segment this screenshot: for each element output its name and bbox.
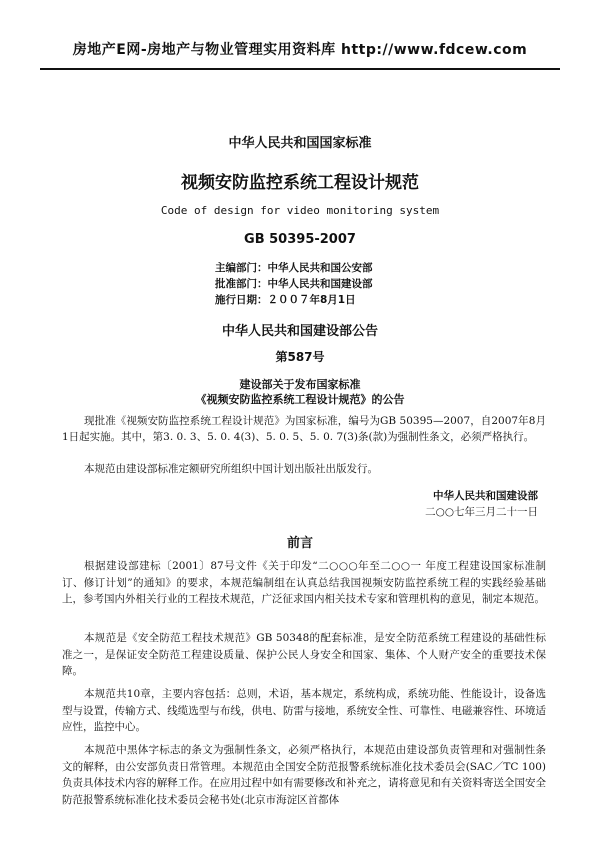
editor-department: 主编部门：中华人民共和国公安部 [215,262,373,274]
effective-date: 施行日期：２００７年8月1日 [215,294,356,306]
preface-paragraph: 本规范是《安全防范工程技术规范》GB 50348的配套标准，是安全防范系统工程建设的基础性标准之一，是保证安全防范工程建设质量、保护公民人身安全和国家、集体、个人财产安全的重要技术保障。 [62,632,546,677]
standard-type: 中华人民共和国国家标准 [228,136,372,151]
announcement-date: 二○○七年三月二十一日 [425,506,538,518]
site-header: 房地产E网-房地产与物业管理实用资料库 http://www.fdcew.com [72,42,528,58]
preface-paragraph: 本规范共10章，主要内容包括：总则，术语，基本规定，系统构成，系统功能、性能设计，设备选型与设置，传输方式、线缆选型与布线，供电、防雷与接地，系统安全性、可靠性、电磁兼容性、环境适应性，监控中心。 [62,688,546,733]
announcement-paragraph: 现批准《视频安防监控系统工程设计规范》为国家标准，编号为GB 50395—2007，自2007年8月1日起实施。其中，第3. 0. 3、5. 0. 4(3)、5. 0. 5、5. 0. 7(3)条(款)为强制性条文，必须严格执行。 [62,415,546,443]
english-title: Code of design for video monitoring system [160,204,440,217]
standard-code: GB 50395-2007 [244,232,356,247]
announcement-paragraph: 本规范由建设部标准定额研究所组织中国计划出版社出版发行。 [84,463,379,475]
preface-heading: 前言 [286,536,313,551]
preface-paragraph: 根据建设部建标〔2001〕87号文件《关于印发“二○○○年至二○○一 年度工程建设国家标准制订、修订计划”的通知》的要求，本规范编制组在认真总结我国视频安防监控系统工程的实践经验基础上，参考国内外相关行业的工程技术规范，广泛征求国内相关技术专家和管理机构的意见，制定本规范。 [62,560,546,605]
announcement-subtitle-1: 建设部关于发布国家标准 [239,378,361,391]
document-title: 视频安防监控系统工程设计规范 [181,173,419,193]
announcement-subtitle-2: 《视频安防监控系统工程设计规范》的公告 [195,393,405,406]
announcement-number: 第587号 [275,350,325,364]
preface-paragraph: 本规范中黑体字标志的条文为强制性条文，必须严格执行，本规范由建设部负责管理和对强制性条文的解释，由公安部负责日常管理。本规范由全国安全防范报警系统标准化技术委员会(SAC／TC 100)负责具体技术内容的解释工作。在应用过程中如有需要修改和补充之，请将意见和有关资料寄送全国安全防范报警系统标准化技术委员会秘书处(北京市海淀区首都体 [62,744,546,806]
header-divider [40,68,560,70]
announcement-signer: 中华人民共和国建设部 [433,490,538,502]
approver-department: 批准部门：中华人民共和国建设部 [215,278,373,290]
announcement-heading: 中华人民共和国建设部公告 [221,324,378,339]
